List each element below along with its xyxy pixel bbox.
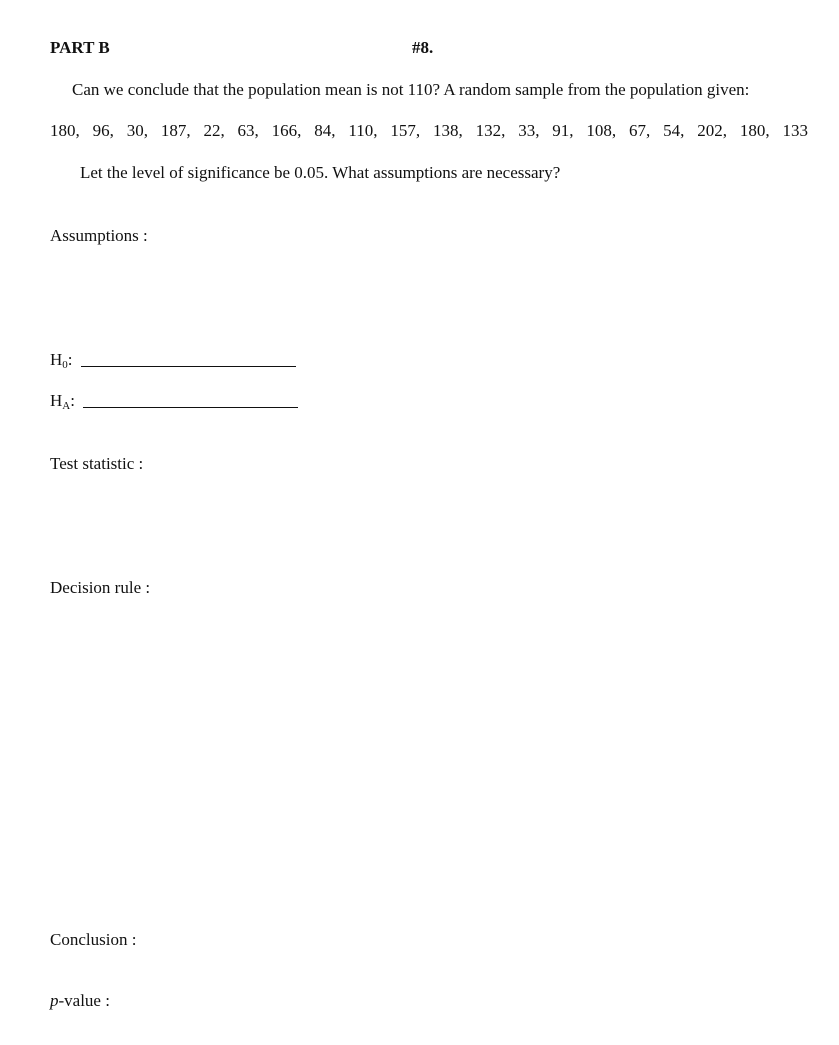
- decision-rule-label: Decision rule :: [50, 578, 151, 597]
- sample-value: 91,: [552, 121, 574, 140]
- sample-value: 180,: [739, 121, 770, 140]
- h0-letter: H: [50, 350, 63, 369]
- alternative-hypothesis-row: [50, 391, 298, 411]
- sample-value: 54,: [663, 121, 685, 140]
- test-statistic-label: Test statistic :: [50, 454, 144, 473]
- sample-value: 67,: [629, 121, 651, 140]
- h0-answer-line[interactable]: [81, 365, 296, 367]
- sample-value: 96,: [92, 121, 114, 140]
- sample-value: 166,: [271, 121, 302, 140]
- sample-value: 108,: [586, 121, 617, 140]
- sample-value: 187,: [160, 121, 191, 140]
- h0-subscript: 0: [62, 359, 68, 371]
- ha-letter: H: [50, 391, 63, 410]
- problem-number: #8.: [412, 38, 434, 57]
- h0-colon: :: [67, 350, 73, 369]
- sample-value: 138,: [432, 121, 463, 140]
- sample-value: 22,: [203, 121, 225, 140]
- sample-value: 180,: [50, 121, 80, 140]
- p-value-italic-p: p: [50, 991, 59, 1010]
- part-heading: PART B: [50, 38, 110, 57]
- p-value-rest: -value :: [58, 991, 110, 1010]
- problem-question: Can we conclude that the population mean is not 110? A random sample from the population given:: [72, 80, 750, 99]
- sample-value: 110,: [348, 121, 378, 140]
- sample-value: 84,: [314, 121, 336, 140]
- sample-data-row: [50, 121, 808, 141]
- sample-value: 33,: [518, 121, 540, 140]
- conclusion-label: Conclusion :: [50, 930, 137, 949]
- sample-value: 133: [782, 121, 808, 140]
- sample-value: 30,: [126, 121, 148, 140]
- significance-statement: Let the level of significance be 0.05. What assumptions are necessary?: [80, 163, 561, 182]
- sample-value: 202,: [697, 121, 727, 140]
- sample-value: 132,: [475, 121, 506, 140]
- ha-subscript: A: [62, 400, 71, 412]
- assumptions-label: Assumptions :: [50, 226, 148, 245]
- ha-answer-line[interactable]: [83, 406, 298, 408]
- sample-value: 157,: [390, 121, 421, 140]
- sample-value: 63,: [237, 121, 259, 140]
- ha-colon: :: [70, 391, 75, 410]
- null-hypothesis-row: [50, 350, 296, 370]
- p-value-label: [50, 991, 110, 1011]
